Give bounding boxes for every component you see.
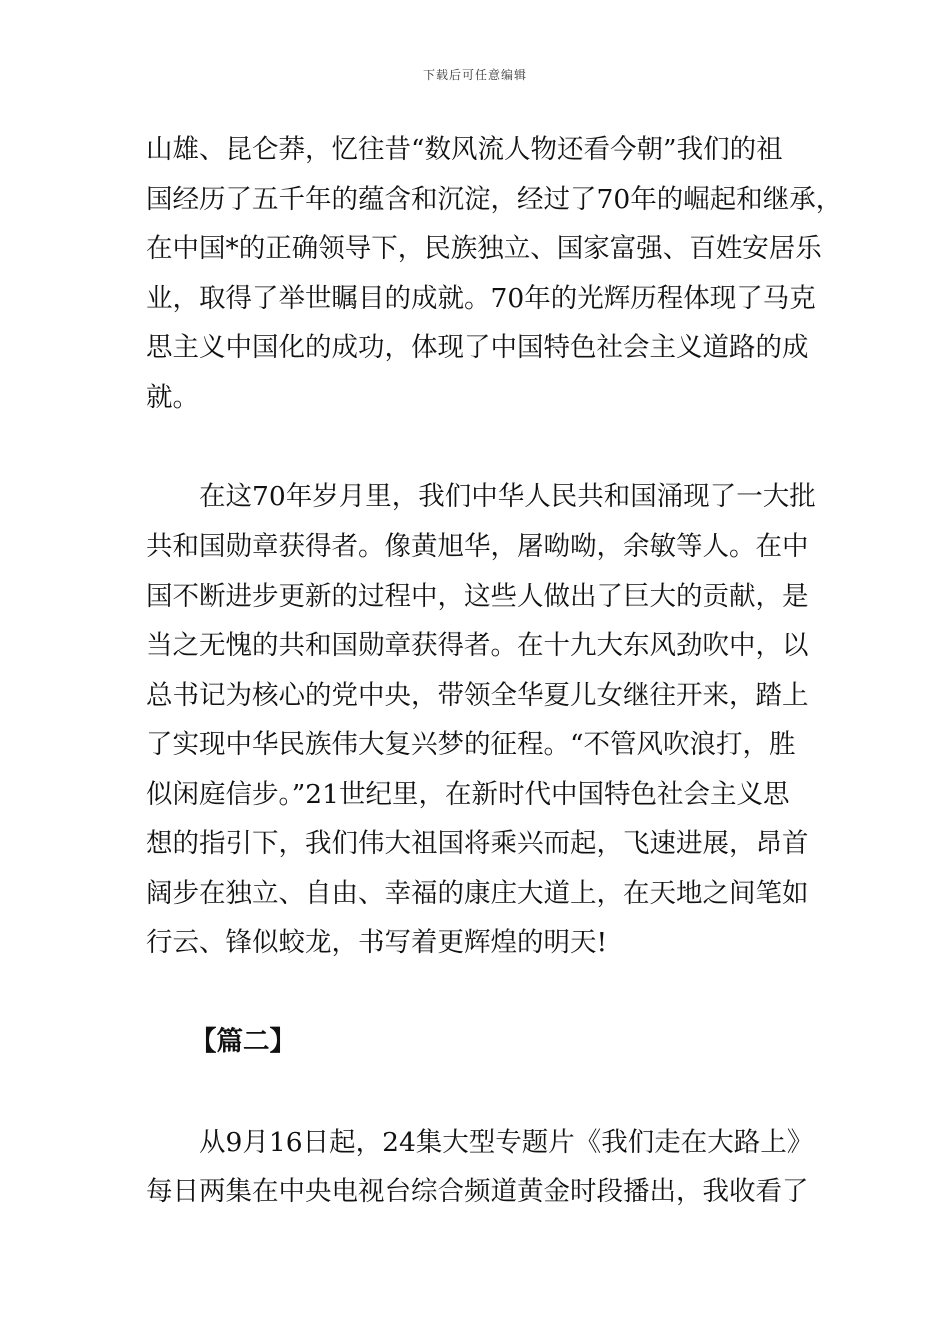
page-header: 下载后可任意编辑 <box>422 68 527 82</box>
document-page: 下载后可任意编辑 山雄、昆仑莽，忆往昔“数风流人物还看今朝”我们的祖 国经历了五千年的蕴含和沉淀，经过了70年的崛起和继承， 在中国*的正确领导下，民族独立、国家富强、百姓安居乐 业，取得了举世瞩目的成就。70年的光辉历程体现了马克 思主义中国化的成功，体现了中国特色社会主义道路的成 就。 在这70年岁月里，我们中华人民共和国涌现了一大批 共和国勋章获得者。像黄旭华，屠呦呦，余敏等人。在中 国不断进步更新的过程中，这些人做出了巨大的贡献，是 当之无愧的共和国勋章获得者。在十九大东风劲吹中，以 总书记为核心的党中央，带领全华夏儿女继往开来，踏上 了实现中华民族伟大复兴梦的征程。“不管风吹浪打，胜 似闲庭信步。”21世纪里，在新时代中国特色社会主义思 想的指引下，我们伟大祖国将乘兴而起，飞速进展，昂首 阔步在独立、自由、幸福的康庄大道上，在天地之间笔如 行云、锋似蛟龙，书写着更辉煌的明天! 【篇二】 从9月16日起，24集大型专题片《我们走在大路上》 每日两集在中央电视台综合频道黄金时段播出，我收看了 <box>0 0 950 1344</box>
